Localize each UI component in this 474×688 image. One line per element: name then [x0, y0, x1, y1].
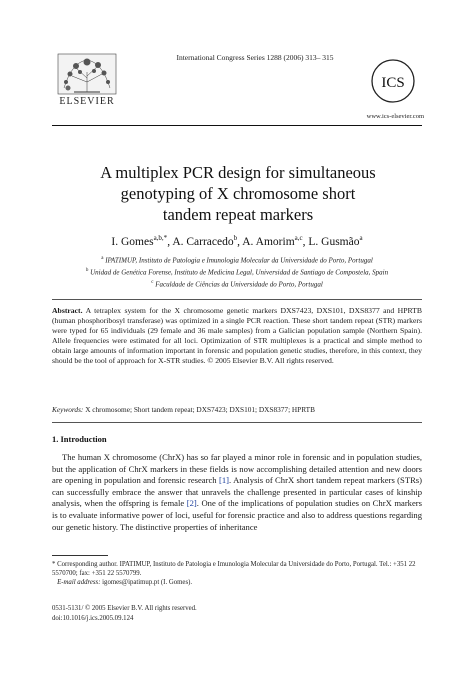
- author-affil-mark: a: [359, 234, 363, 242]
- abstract-text: A tetraplex system for the X chromosome genetic markers DXS7423, DXS101, DXS8377 and HPRTB (human phosphoribosyl transferase) was optimized in a single PCR reaction. These short tandem repeat (STR) markers were typed for 65 individuals (29 female and 36 male samples) from a Galician population sample (Northern Spain). Allele frequencies were estimated for all loci. Optimization of STR multiplexes is a practical and simple method to obtain large amounts of information important in forensic and population genetic studies, therefore, in this context, they should be the tool of approach for X-STR studies. © 2005 Elsevier B.V. All rights reserved.: [52, 306, 423, 366]
- author-name: I. Gomes: [111, 235, 154, 248]
- abstract-label: Abstract.: [52, 306, 83, 315]
- corresponding-author-footnote: [52, 560, 422, 588]
- citation-link[interactable]: [1]: [218, 475, 230, 486]
- abstract-top-rule: [52, 299, 422, 300]
- affiliation-list: [52, 254, 422, 289]
- author-separator: ,: [167, 235, 173, 248]
- citation-link[interactable]: [2]: [186, 498, 197, 509]
- publisher-name: ELSEVIER: [59, 96, 115, 107]
- title-line-3: tandem repeat markers: [162, 205, 314, 224]
- author-name: A. Carracedo: [172, 235, 234, 248]
- affiliation-item: [52, 278, 422, 290]
- footnote-text: * Corresponding author. IPATIMUP, Instituto de Patologia e Imunologia Molecular da Universidade do Porto, Portugal. Tel.: +351 22 5570700; fax: +351 22 5570799.: [52, 561, 416, 578]
- header-rule: [52, 125, 422, 126]
- abstract: [52, 306, 422, 367]
- author-list: [52, 234, 422, 248]
- author-separator: ,: [302, 235, 309, 248]
- title-line-1: A multiplex PCR design for simultaneous: [100, 163, 376, 182]
- issn-line: 0531-5131/ © 2005 Elsevier B.V. All rights reserved.: [52, 605, 197, 612]
- section-heading: 1. Introduction: [52, 434, 107, 444]
- article-title: [60, 162, 416, 225]
- affiliation-text: Unidad de Genética Forense, Instituto de Medicina Legal, Universidad de Santiago de Compostela, Spain: [90, 268, 389, 277]
- author-affil-mark: b: [233, 234, 238, 242]
- ics-logo: [370, 58, 416, 104]
- intro-text: The human X chromosome (ChrX) has so far played a minor role in forensic and in population studies, but the application of ChrX markers in these fields is now accomplishing detailed attention and new doors are opening in population and forensic research: [52, 452, 423, 486]
- keywords-label: Keywords:: [52, 405, 84, 414]
- intro-text: . Analysis of ChrX short tandem repeat markers (STRs) can successfully embrace the answer that unravels the challenge presented in particular cases of kinship analysis, when the offspring is female: [52, 475, 423, 509]
- author-affil-mark: a,c: [294, 234, 303, 242]
- author-affil-mark: a,b,*: [153, 234, 168, 242]
- affiliation-text: Faculdade de Ciências da Universidade do Porto, Portugal: [155, 279, 323, 288]
- affiliation-mark: a: [101, 256, 104, 261]
- keywords: [52, 405, 422, 414]
- introduction-paragraph: [52, 452, 422, 533]
- affiliation-text: IPATIMUP, Instituto de Patologia e Imunologia Molecular da Universidade do Porto, Portugal: [105, 256, 373, 265]
- ics-logo-text: ICS: [381, 75, 405, 91]
- footnote-rule: [52, 555, 108, 556]
- keywords-text: X chromosome; Short tandem repeat; DXS7423; DXS101; DXS8377; HPRTB: [85, 405, 315, 414]
- abstract-bottom-rule: [52, 422, 422, 423]
- author-name: A. Amorim: [242, 235, 295, 248]
- footnote-email: [52, 578, 422, 587]
- affiliation-item: [52, 266, 422, 278]
- intro-text: . One of the implications of population studies on ChrX markers is to evaluate informative power of loci, useful for forensic practice and also to address questions regarding our genetic history. The distinctive properties of inheritance: [52, 498, 422, 532]
- affiliation-mark: c: [151, 279, 154, 285]
- affiliation-item: [52, 254, 422, 266]
- author-separator: ,: [237, 235, 243, 248]
- title-line-2: genotyping of X chromosome short: [120, 184, 356, 203]
- journal-citation: International Congress Series 1288 (2006) 313– 315: [176, 53, 334, 62]
- doi-line[interactable]: doi:10.1016/j.ics.2005.09.124: [52, 614, 134, 622]
- email-label: E-mail address:: [57, 579, 101, 587]
- affiliation-mark: b: [85, 267, 89, 273]
- ics-url[interactable]: www.ics-elsevier.com: [366, 113, 424, 120]
- email-address[interactable]: igomes@ipatimup.pt (I. Gomes).: [102, 579, 193, 587]
- author-name: L. Gusmão: [308, 235, 360, 248]
- issn-doi-block: [52, 604, 422, 624]
